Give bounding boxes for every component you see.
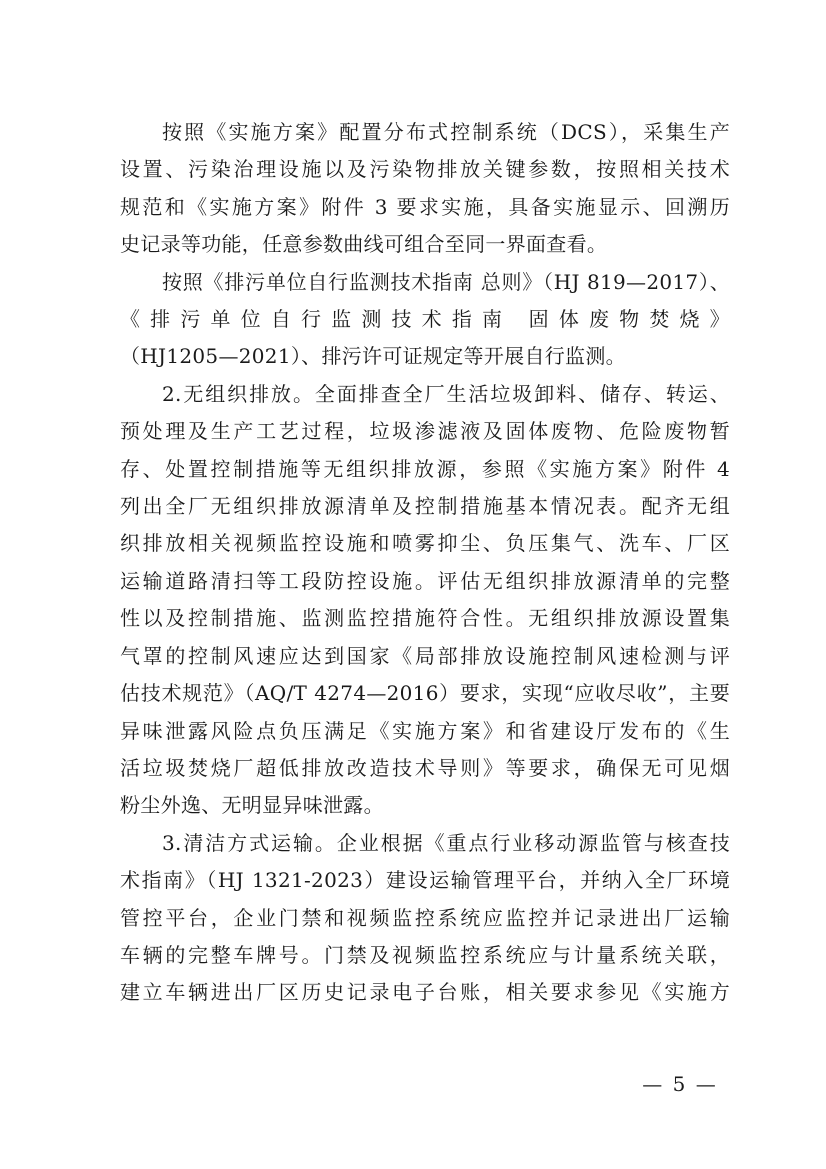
text-line: 3.清洁方式运输。企业根据《重点行业移动源监管与核查技 xyxy=(162,830,730,855)
text-line: 估技术规范》（AQ/T 4274—2016）要求，实现“应收尽收”，主要 xyxy=(120,681,730,706)
document-body xyxy=(120,114,730,1012)
text-line: 2.无组织排放。全面排查全厂生活垃圾卸料、储存、转运、 xyxy=(162,381,730,406)
text-line: 异味泄露风险点负压满足《实施方案》和省建设厅发布的《生 xyxy=(120,718,730,743)
text-line: 按照《排污单位自行监测技术指南 总则》（HJ 819—2017）、 xyxy=(162,269,730,294)
text-line: 运输道路清扫等工段防控设施。评估无组织排放源清单的完整 xyxy=(120,568,730,593)
text-line: 按照《实施方案》配置分布式控制系统（DCS），采集生产 xyxy=(162,120,730,144)
text-line: 粉尘外逸、无明显异味泄露。 xyxy=(120,793,384,818)
text-line: 规范和《实施方案》附件 3 要求实施，具备实施显示、回溯历 xyxy=(120,194,730,219)
text-line: 管控平台，企业门禁和视频监控系统应监控并记录进出厂运输 xyxy=(120,905,730,930)
paragraph-self-monitoring xyxy=(120,264,730,376)
text-line: 存、处置控制措施等无组织排放源，参照《实施方案》附件 4 xyxy=(120,456,730,481)
text-line: 活垃圾焚烧厂超低排放改造技术导则》等要求，确保无可见烟 xyxy=(120,755,730,780)
text-line: 车辆的完整车牌号。门禁及视频监控系统应与计量系统关联， xyxy=(120,942,730,967)
paragraph-dcs xyxy=(120,114,730,264)
paragraph-fugitive-emission xyxy=(120,376,730,825)
text-line: 设置、污染治理设施以及污染物排放关键参数，按照相关技术 xyxy=(120,157,730,182)
text-line: 列出全厂无组织排放源清单及控制措施基本情况表。配齐无组 xyxy=(120,494,730,519)
text-line: 气罩的控制风速应达到国家《局部排放设施控制风速检测与评 xyxy=(120,643,730,668)
page-number: — 5 — xyxy=(642,1072,718,1096)
text-line: （HJ1205—2021）、排污许可证规定等开展自行监测。 xyxy=(120,344,626,369)
text-line: 术指南》（HJ 1321-2023）建设运输管理平台，并纳入全厂环境 xyxy=(120,868,730,893)
text-line: 建立车辆进出厂区历史记录电子台账，相关要求参见《实施方 xyxy=(120,980,730,1005)
text-line: 史记录等功能，任意参数曲线可组合至同一界面查看。 xyxy=(120,232,608,257)
text-line: 性以及控制措施、监测监控措施符合性。无组织排放源设置集 xyxy=(120,606,730,631)
paragraph-clean-transport xyxy=(120,825,730,1012)
text-line: 《排污单位自行监测技术指南 固体废物焚烧》 xyxy=(120,307,730,332)
text-line: 预处理及生产工艺过程，垃圾渗滤液及固体废物、危险废物暂 xyxy=(120,419,730,444)
text-line: 织排放相关视频监控设施和喷雾抑尘、负压集气、洗车、厂区 xyxy=(120,531,730,556)
